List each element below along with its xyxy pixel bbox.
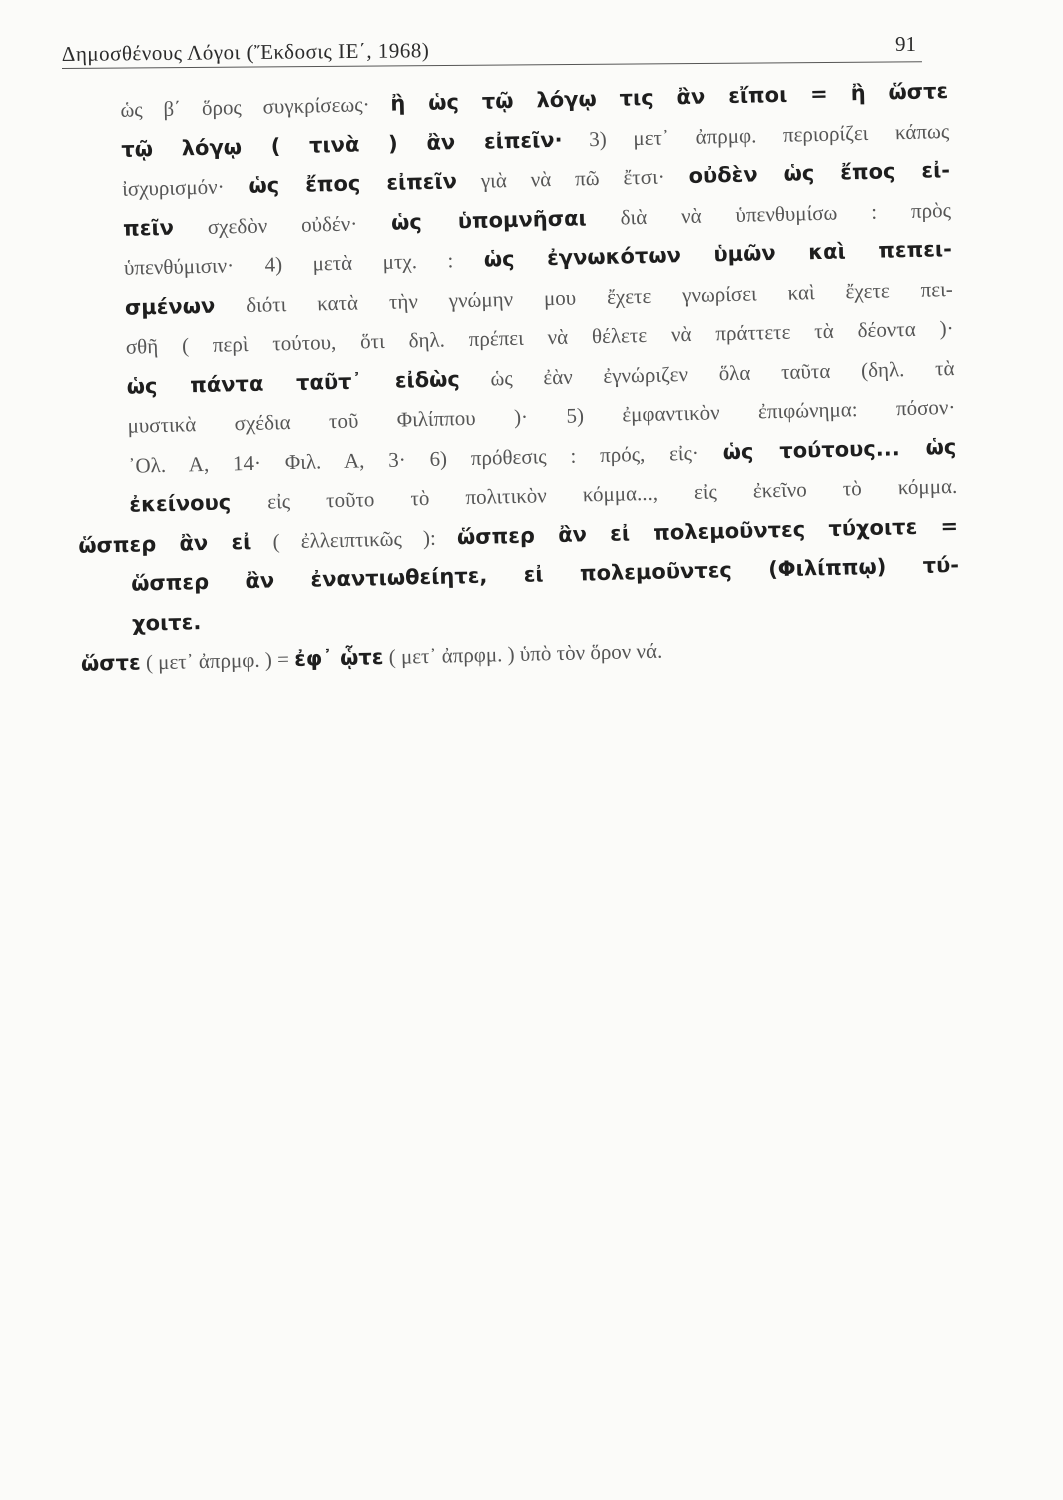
bold-term: χοιτε. (131, 609, 202, 636)
plain-text: 3) μετ᾽ ἀπρμφ. περιορίζει κάπως (562, 118, 950, 152)
bold-term: ὡς πάντα ταῦτ᾽ εἰδὼς (126, 366, 461, 399)
bold-term: ἐφ᾽ ᾧτε (293, 644, 384, 672)
plain-text: ( ἐλλειπτικῶς ): (251, 524, 458, 554)
plain-text: ( μετ᾽ ἀπρφμ. ) ὑπὸ τὸν ὅρον νά. (383, 638, 663, 669)
plain-text: ὡς β΄ ὅρος συγκρίσεως· (120, 91, 391, 122)
plain-text: ἰσχυρισμόν· (121, 173, 249, 201)
bold-term: ὥστε (80, 650, 141, 676)
bold-term: ἐκείνους (129, 490, 232, 517)
plain-text: εἰς τοῦτο τὸ πολιτικὸν κόμμα..., εἰς ἐκεῖνο τὸ κόμμα. (230, 473, 958, 515)
plain-text: διότι κατὰ τὴν γνώμην μου ἔχετε γνωρίσει καὶ ἔχετε πει- (214, 276, 953, 318)
bold-term: ὡς ἔπος εἰπεῖν (248, 169, 458, 198)
plain-text: μυστικὰ σχέδια τοῦ Φιλίππου )· 5) ἐμφαντικὸν ἐπιφώνημα: πόσον· (127, 394, 956, 438)
bold-term: σμένων (124, 293, 216, 320)
plain-text: ὡς ἐὰν ἐγνώριζεν ὅλα ταῦτα (δηλ. τὰ (459, 355, 955, 391)
plain-text: σχεδὸν οὐδέν· (173, 210, 392, 240)
bold-term: τῷ λόγῳ ( τινὰ ) ἂν εἰπεῖν· (121, 127, 563, 162)
bold-term: πεῖν (122, 215, 175, 241)
bold-term: ἢ ὡς τῷ λόγῳ τις ἂν εἴποι = ἢ ὥστε (390, 79, 949, 116)
bold-term: οὐδὲν ὡς ἔπος εἰ- (688, 158, 951, 188)
page-body-text (68, 72, 961, 684)
bold-term: ὡς τούτους... ὡς (722, 434, 957, 464)
plain-text: γιὰ νὰ πῶ ἔτσι· (456, 163, 689, 194)
bold-term: ὥσπερ ἂν εἰ πολεμοῦντες τύχοιτε = (456, 513, 959, 549)
bold-term: ὡς ὑπομνῆσαι (390, 205, 587, 235)
bold-term: ὡς ἐγνωκότων ὑμῶν καὶ πεπει- (483, 236, 953, 272)
plain-text: διὰ νὰ ὑπενθυμίσω : πρὸς (586, 197, 952, 230)
page-number: 91 (895, 32, 916, 56)
plain-text: σθῆ ( περὶ τούτου, ὅτι δηλ. πρέπει νὰ θέλετε νὰ πράττετε τὰ δέοντα )· (125, 315, 954, 359)
bold-term: ὥσπερ ἂν ἐναντιωθείητε, εἰ πολεμοῦντες (Φιλίππῳ) τύ- (130, 552, 960, 596)
plain-text: ᾽Ολ. Α, 14· Φιλ. Α, 3· 6) πρόθεσις : πρός, εἰς· (128, 439, 723, 478)
running-title: Δημοσθένους Λόγοι (Ἔκδοσις ΙΕ΄, 1968) (61, 38, 430, 67)
plain-text: ( μετ᾽ ἀπρμφ. ) = (140, 647, 295, 675)
plain-text: ὑπενθύμισιν· 4) μετὰ μτχ. : (123, 247, 485, 280)
page-header (62, 28, 922, 68)
bold-term: ὥσπερ ἂν εἰ (78, 529, 252, 558)
